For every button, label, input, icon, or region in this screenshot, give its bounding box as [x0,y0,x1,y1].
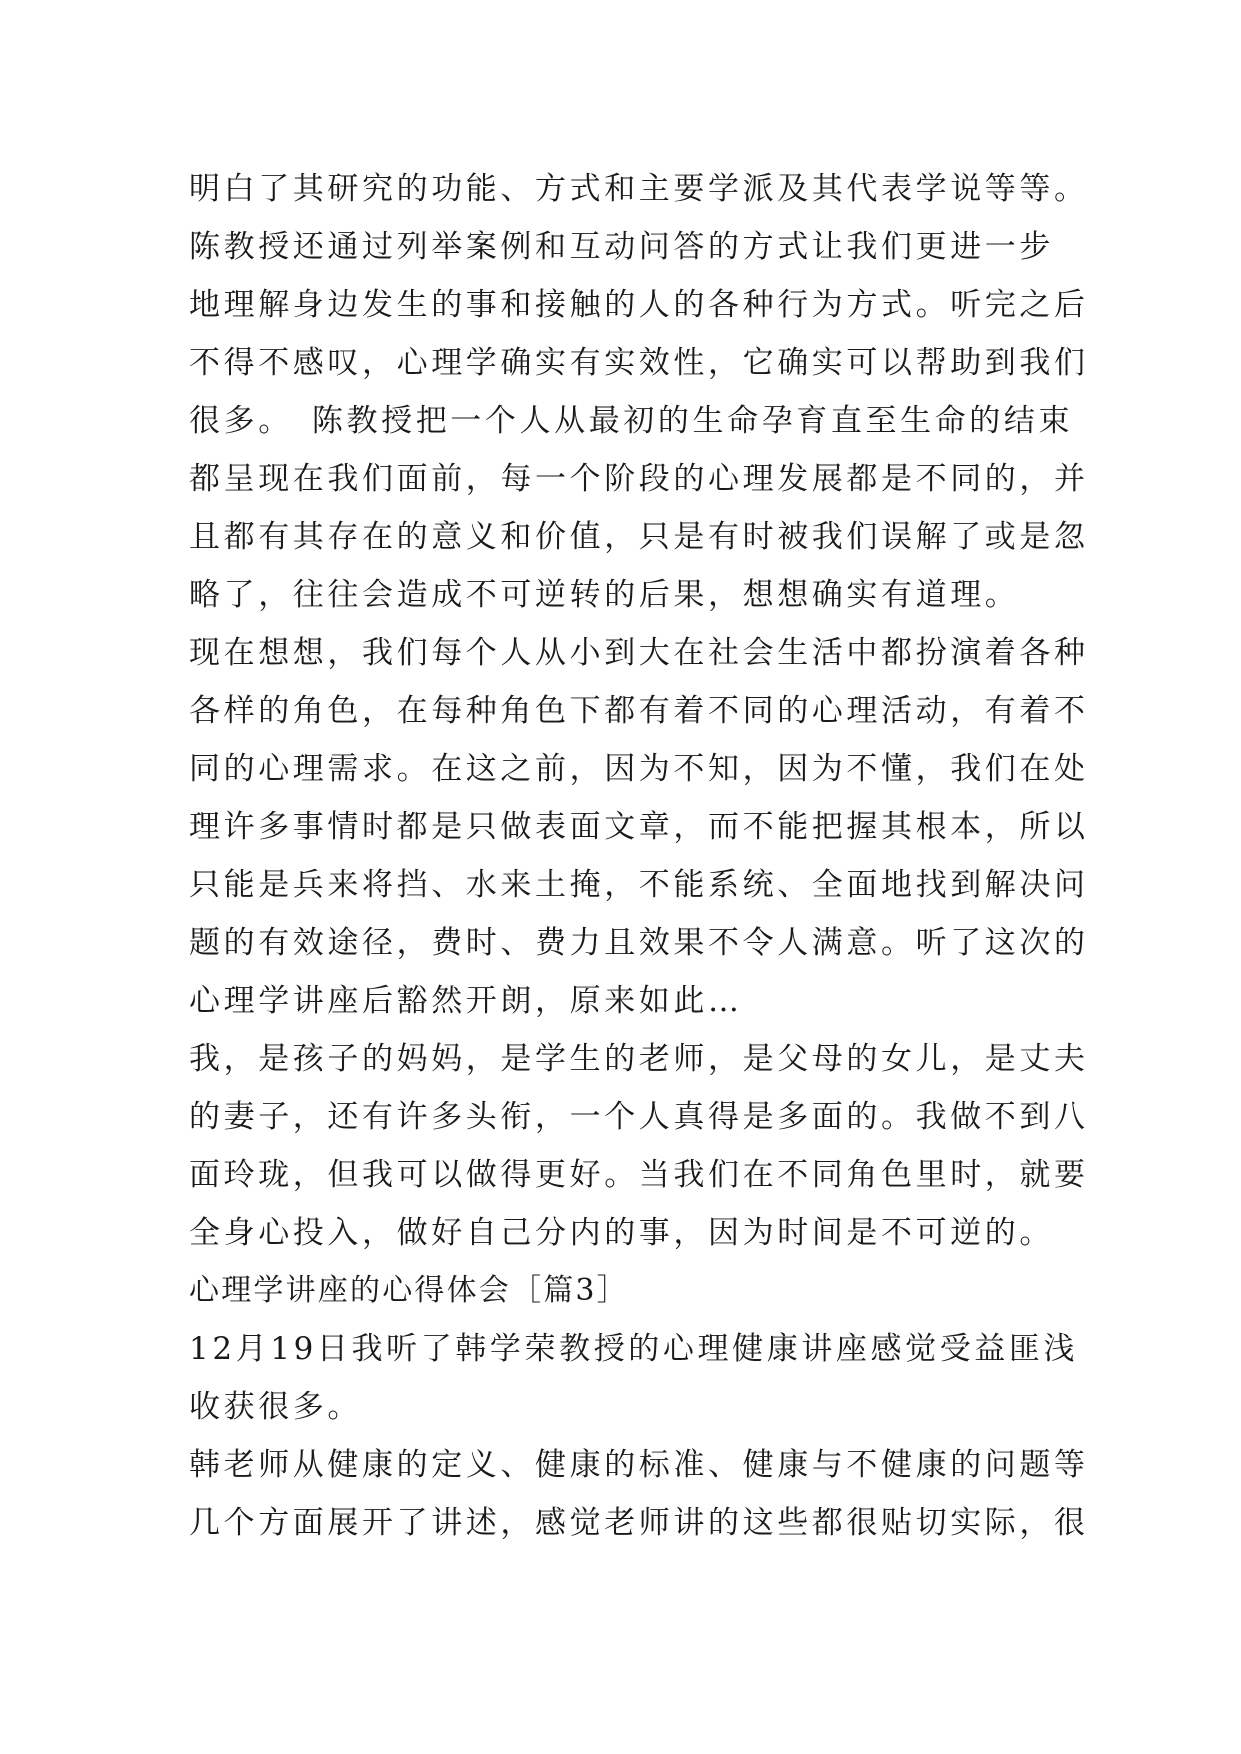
text-line: 不得不感叹，心理学确实有实效性，它确实可以帮助到我们 [189,345,1089,381]
text-line: 陈教授还通过列举案例和互动问答的方式让我们更进一步 [189,229,1054,265]
text-line: 地理解身边发生的事和接触的人的各种行为方式。听完之后 [189,287,1089,323]
body-text [189,160,1089,1552]
text-line: 各样的角色，在每种角色下都有着不同的心理活动，有着不 [189,693,1089,729]
section-heading: 心理学讲座的心得体会［篇3］ [189,1273,629,1308]
text-line: 全身心投入，做好自己分内的事，因为时间是不可逆的。 [189,1215,1054,1251]
text-line: 理许多事情时都是只做表面文章，而不能把握其根本，所以 [189,809,1089,845]
text-line: 我，是孩子的妈妈，是学生的老师，是父母的女儿，是丈夫 [189,1041,1089,1077]
text-line: 只能是兵来将挡、水来土掩，不能系统、全面地找到解决问 [189,867,1089,903]
text-line: 略了，往往会造成不可逆转的后果，想想确实有道理。 [189,577,1020,613]
text-line: 几个方面展开了讲述，感觉老师讲的这些都很贴切实际，很 [189,1505,1089,1541]
text-line: 同的心理需求。在这之前，因为不知，因为不懂，我们在处 [189,751,1089,787]
text-line: 12月19日我听了韩学荣教授的心理健康讲座感觉受益匪浅 [189,1331,1079,1367]
text-line: 明白了其研究的功能、方式和主要学派及其代表学说等等。 [189,171,1089,207]
text-line: 韩老师从健康的定义、健康的标准、健康与不健康的问题等 [189,1447,1089,1483]
text-line: 面玲珑，但我可以做得更好。当我们在不同角色里时，就要 [189,1157,1089,1193]
text-line: 题的有效途径，费时、费力且效果不令人满意。听了这次的 [189,925,1089,961]
text-line: 且都有其存在的意义和价值，只是有时被我们误解了或是忽 [189,519,1089,555]
text-line: 都呈现在我们面前，每一个阶段的心理发展都是不同的，并 [189,461,1089,497]
text-line: 收获很多。 [189,1389,362,1425]
text-line: 很多。 陈教授把一个人从最初的生命孕育直至生命的结束 [189,403,1074,439]
text-line: 现在想想，我们每个人从小到大在社会生活中都扮演着各种 [189,635,1089,671]
text-line: 的妻子，还有许多头衔，一个人真得是多面的。我做不到八 [189,1099,1089,1135]
text-line: 心理学讲座后豁然开朗，原来如此… [189,983,743,1019]
